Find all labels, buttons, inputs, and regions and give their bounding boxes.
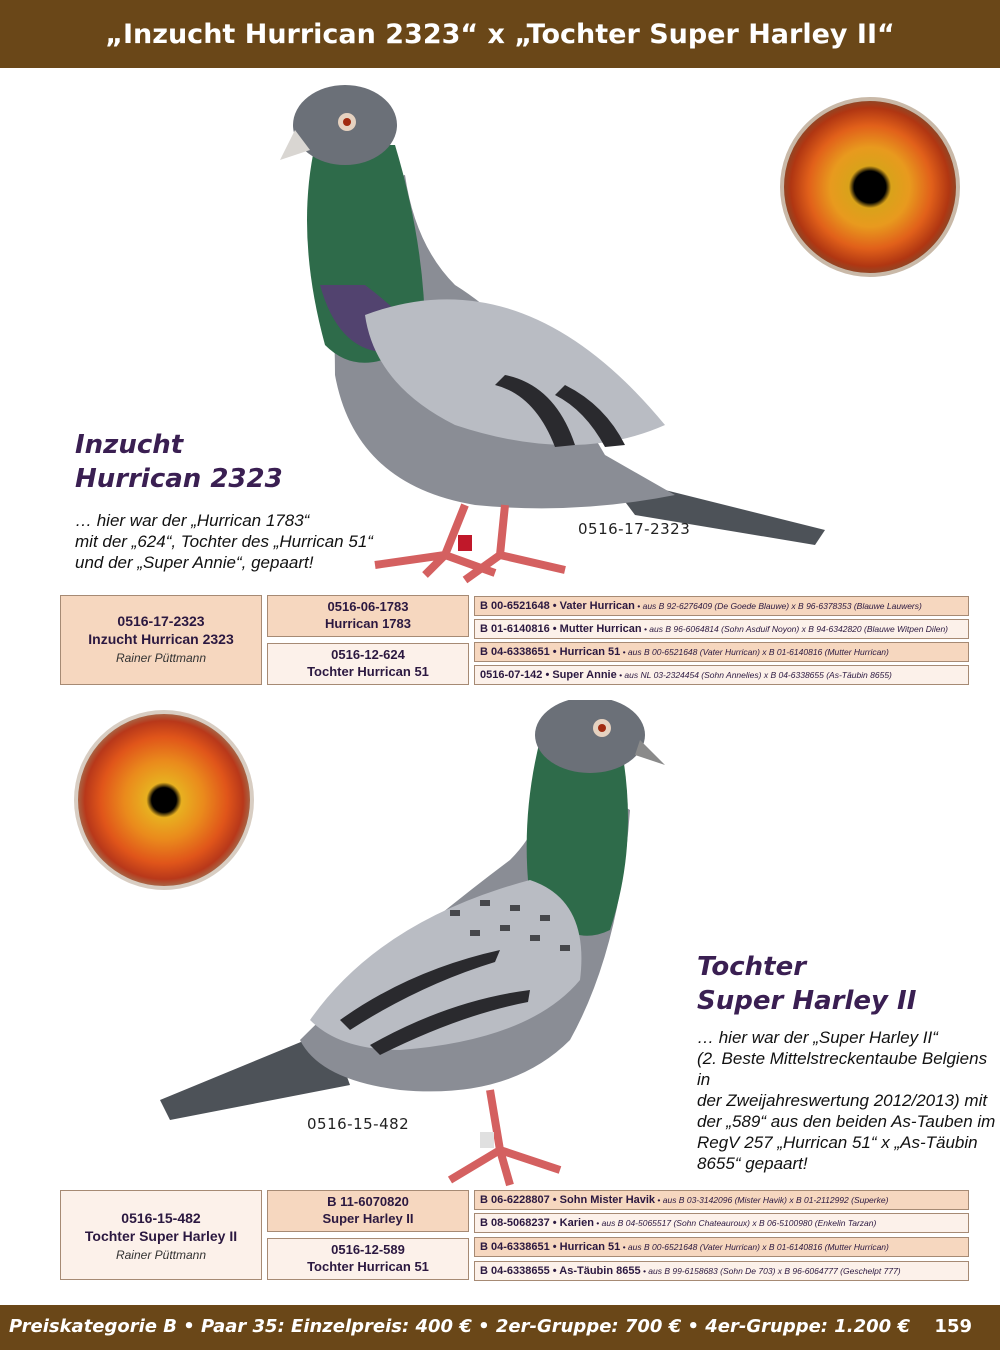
gp-main: B 00-6521648 • Vater Hurrican bbox=[480, 600, 635, 612]
pigeon2-text-line4: der „589“ aus den beiden As-Tauben im bbox=[697, 1112, 996, 1131]
pigeon1-grandparent-2 bbox=[474, 619, 969, 639]
pigeon2-owner: Rainer Püttmann bbox=[115, 1248, 207, 1262]
pigeon1-mother-name: Tochter Hurrican 51 bbox=[307, 664, 429, 679]
gp-sub: • aus NL 03-2324454 (Sohn Annelies) x B 04-6338655 (As-Täubin 8655) bbox=[616, 670, 892, 680]
pigeon-photo-2 bbox=[150, 700, 670, 1190]
pigeon1-title-line2: Hurrican 2323 bbox=[75, 464, 283, 494]
pigeon2-father-name: Super Harley II bbox=[322, 1211, 414, 1226]
pigeon2-text-line2: (2. Beste Mittelstreckentaube Belgiens in bbox=[697, 1049, 988, 1089]
pigeon2-title bbox=[697, 950, 916, 1018]
pigeon2-grandparent-1 bbox=[474, 1190, 969, 1210]
gp-main: B 08-5068237 • Karien bbox=[480, 1217, 594, 1229]
pigeon2-title-line1: Tochter bbox=[697, 952, 807, 982]
pigeon1-mother-box bbox=[267, 643, 469, 685]
pigeon1-father-box bbox=[267, 595, 469, 637]
pigeon2-mother-name: Tochter Hurrican 51 bbox=[307, 1259, 429, 1274]
pigeon1-father-name: Hurrican 1783 bbox=[325, 616, 411, 631]
pigeon2-mother-box bbox=[267, 1238, 469, 1280]
pigeon1-text-line1: … hier war der „Hurrican 1783“ bbox=[75, 511, 310, 530]
header-banner bbox=[0, 0, 1000, 68]
gp-main: B 06-6228807 • Sohn Mister Havik bbox=[480, 1194, 656, 1206]
pigeon1-text-line2: mit der „624“, Tochter des „Hurrican 51“ bbox=[75, 532, 373, 551]
pigeon1-grandparent-3 bbox=[474, 642, 969, 662]
pigeon1-main-name: Inzucht Hurrican 2323 bbox=[88, 631, 234, 647]
gp-main: 0516-07-142 • Super Annie bbox=[480, 669, 617, 681]
pigeon1-main-ring: 0516-17-2323 bbox=[117, 613, 205, 629]
pigeon2-main-ring: 0516-15-482 bbox=[121, 1210, 201, 1226]
pigeon1-title-line1: Inzucht bbox=[75, 430, 184, 460]
pigeon2-father-box bbox=[267, 1190, 469, 1232]
pigeon2-text-line3: der Zweijahreswertung 2012/2013) mit bbox=[697, 1091, 988, 1110]
gp-sub: • aus B 03-3142096 (Mister Havik) x B 01-2112992 (Superke) bbox=[655, 1195, 889, 1205]
pigeon2-main-name: Tochter Super Harley II bbox=[84, 1228, 238, 1244]
gp-main: B 04-6338651 • Hurrican 51 bbox=[480, 646, 621, 658]
gp-main: B 01-6140816 • Mutter Hurrican bbox=[480, 623, 642, 635]
pigeon1-text-line3: und der „Super Annie“, gepaart! bbox=[75, 553, 314, 572]
gp-sub: • aus B 00-6521648 (Vater Hurrican) x B 01-6140816 (Mutter Hurrican) bbox=[620, 647, 889, 657]
pigeon2-grandparent-3 bbox=[474, 1237, 969, 1257]
pigeon2-main-box bbox=[60, 1190, 262, 1280]
pigeon2-father-ring: B 11-6070820 bbox=[327, 1194, 409, 1209]
pigeon1-title bbox=[75, 428, 283, 496]
gp-sub: • aus B 04-5065517 (Sohn Chateauroux) x B 06-5100980 (Enkelin Tarzan) bbox=[593, 1218, 877, 1228]
gp-main: B 04-6338655 • As-Täubin 8655 bbox=[480, 1265, 641, 1277]
pigeon1-father-ring: 0516-06-1783 bbox=[327, 599, 409, 614]
pigeon2-description bbox=[697, 1027, 1000, 1174]
pigeon2-grandparent-2 bbox=[474, 1213, 969, 1233]
page-number: 159 bbox=[934, 1316, 972, 1337]
pigeon2-text-line6: 8655“ gepaart! bbox=[697, 1154, 808, 1173]
pigeon2-title-line2: Super Harley II bbox=[697, 986, 917, 1016]
pigeon1-mother-ring: 0516-12-624 bbox=[331, 647, 405, 662]
pigeon2-text-line1: … hier war der „Super Harley II“ bbox=[697, 1028, 938, 1047]
gp-sub: • aus B 96-6064814 (Sohn Asduif Noyon) x B 94-6342820 (Blauwe Witpen Dilen) bbox=[641, 624, 948, 634]
pigeon2-grandparent-4 bbox=[474, 1261, 969, 1281]
gp-sub: • aus B 00-6521648 (Vater Hurrican) x B 01-6140816 (Mutter Hurrican) bbox=[620, 1242, 889, 1252]
pigeon2-ring-label: 0516-15-482 bbox=[307, 1115, 410, 1133]
pigeon1-description bbox=[75, 510, 373, 573]
gp-sub: • aus B 99-6158683 (Sohn De 703) x B 96-6064777 (Geschelpt 777) bbox=[640, 1266, 901, 1276]
pigeon1-owner: Rainer Püttmann bbox=[115, 651, 207, 665]
pigeon1-grandparent-1 bbox=[474, 596, 969, 616]
footer-banner bbox=[0, 1305, 1000, 1350]
pigeon2-mother-ring: 0516-12-589 bbox=[331, 1242, 405, 1257]
pigeon1-ring-label: 0516-17-2323 bbox=[578, 520, 691, 538]
pigeon1-main-box bbox=[60, 595, 262, 685]
pigeon1-grandparent-4 bbox=[474, 665, 969, 685]
pigeon2-text-line5: RegV 257 „Hurrican 51“ x „As-Täubin bbox=[697, 1133, 978, 1152]
price-line: Preiskategorie B • Paar 35: Einzelpreis: 400 € • 2er-Gruppe: 700 € • 4er-Gruppe: 1.200 € bbox=[8, 1316, 910, 1337]
page-title: „Inzucht Hurrican 2323“ x „Tochter Super Harley II“ bbox=[105, 18, 895, 50]
gp-main: B 04-6338651 • Hurrican 51 bbox=[480, 1241, 621, 1253]
gp-sub: • aus B 92-6276409 (De Goede Blauwe) x B 96-6378353 (Blauwe Lauwers) bbox=[634, 601, 922, 611]
